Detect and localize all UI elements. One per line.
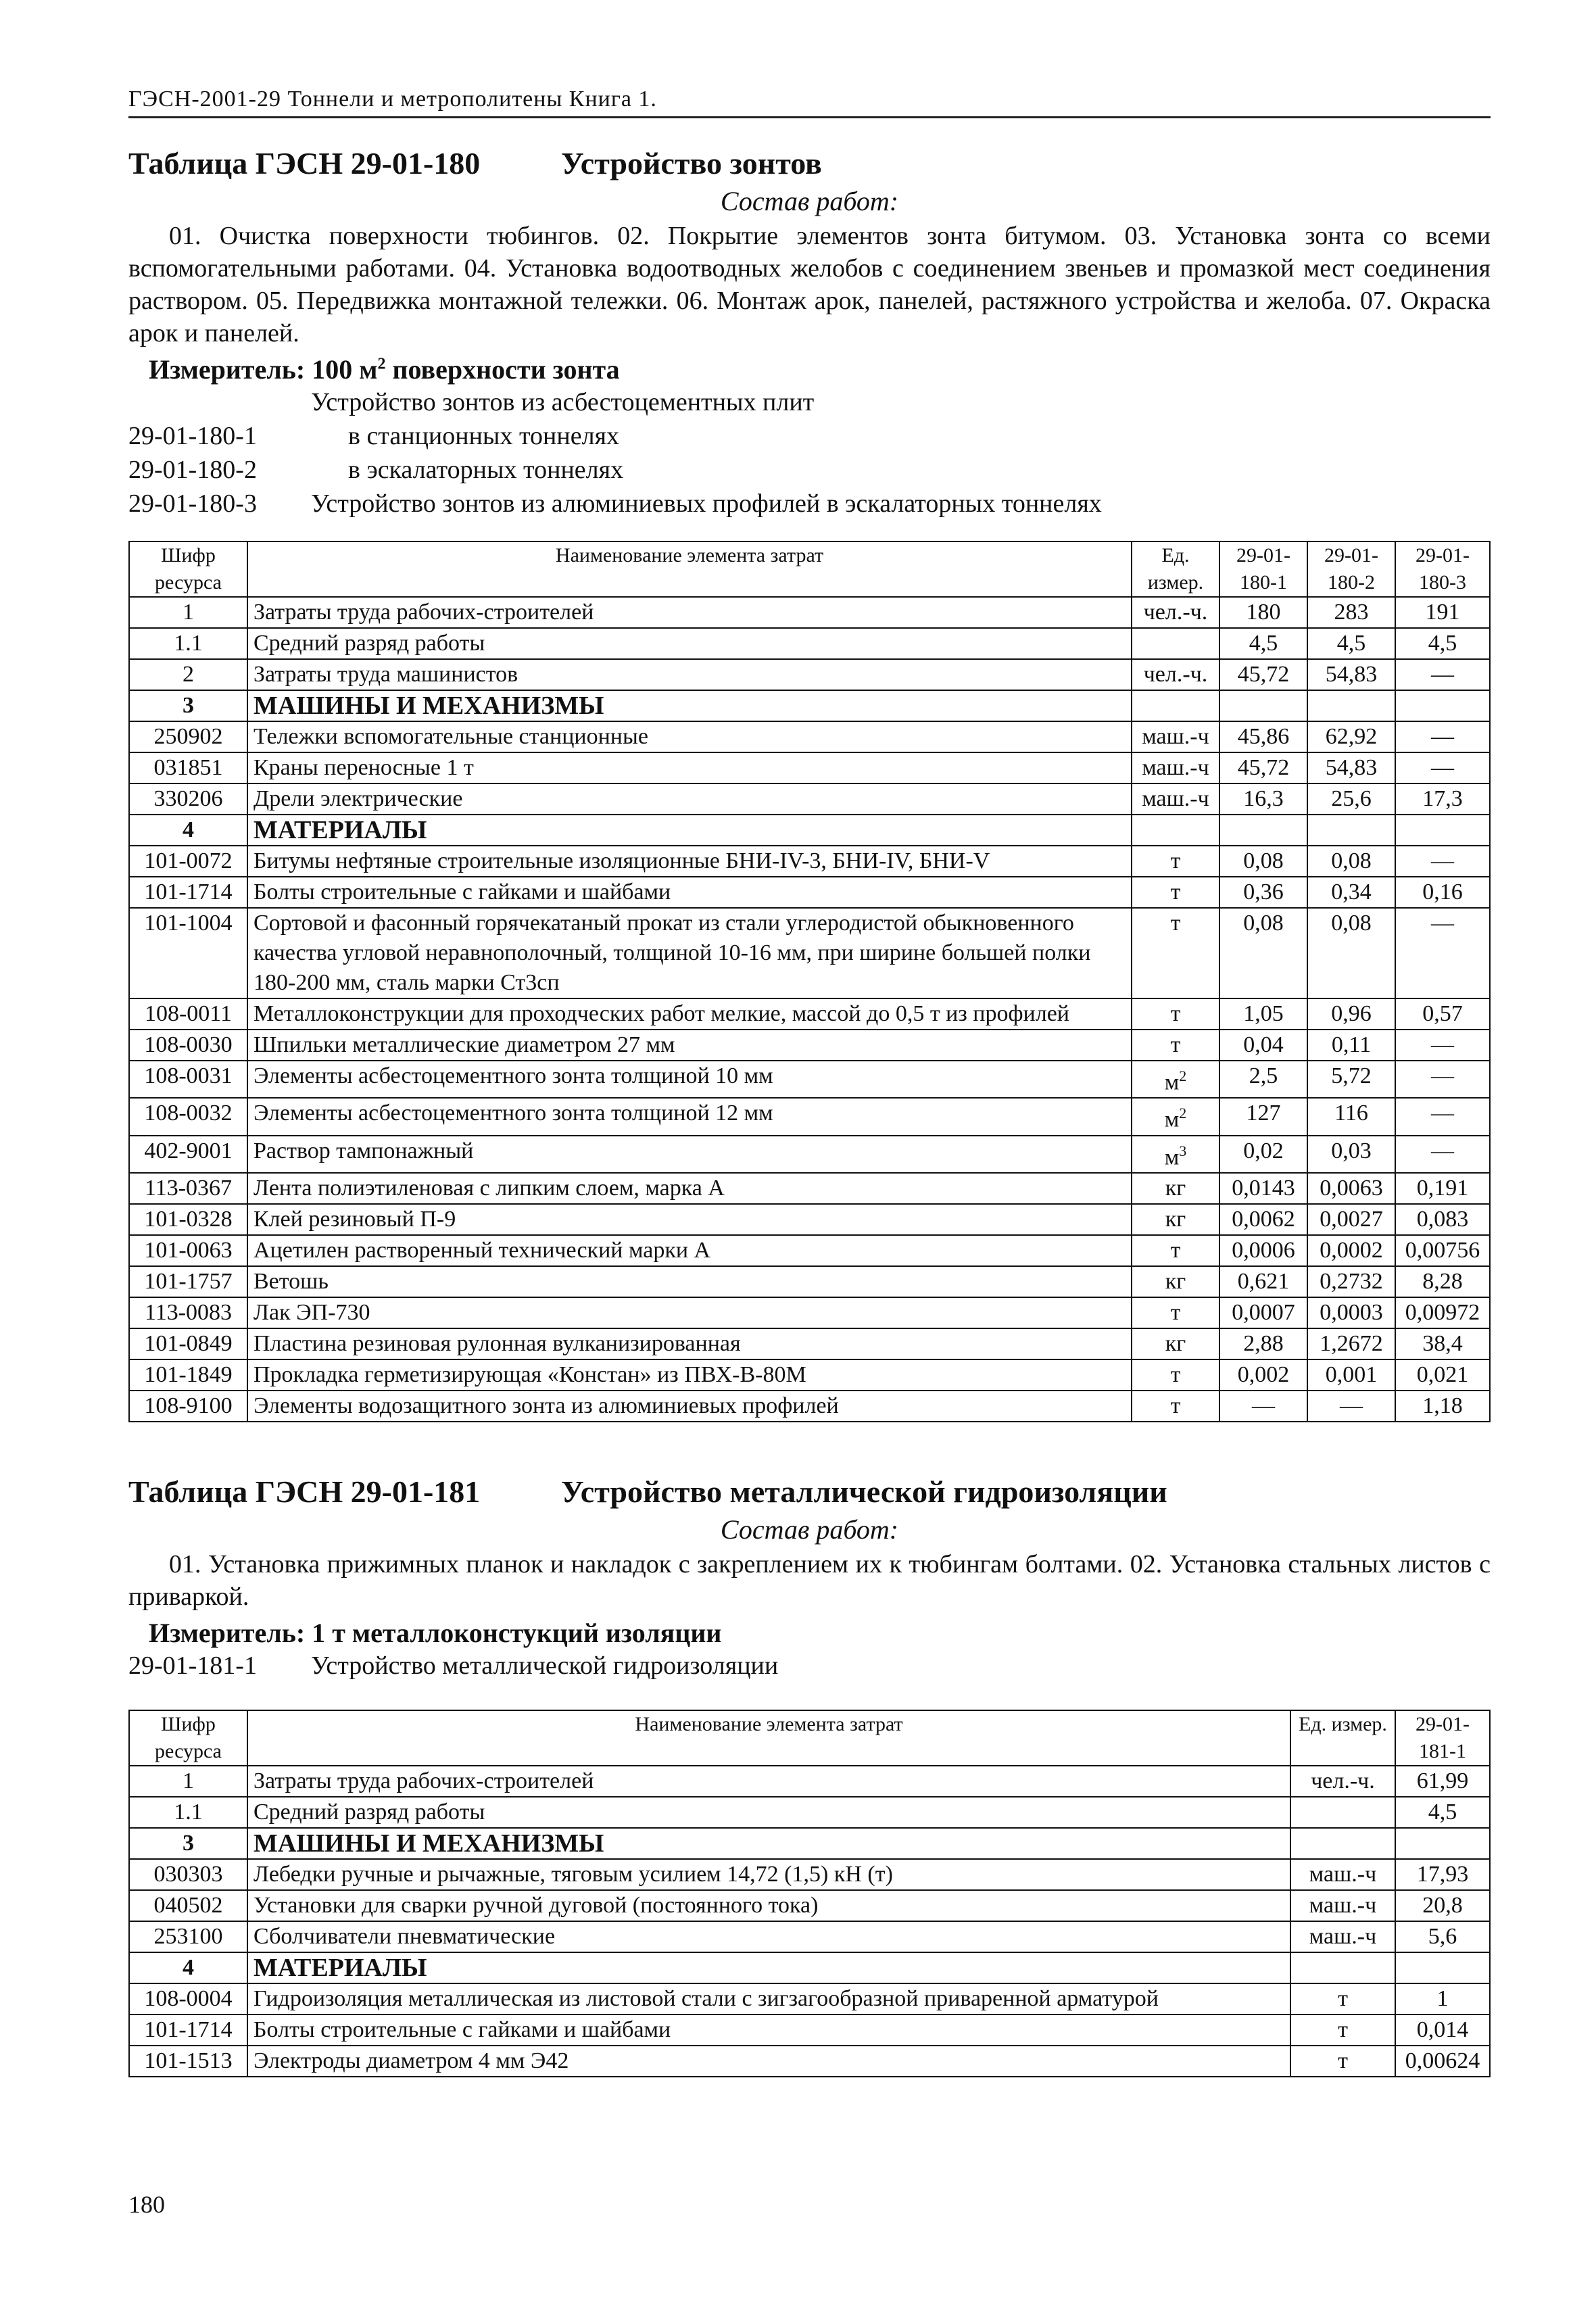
cell-name: Пластина резиновая рулонная вулканизированная bbox=[247, 1328, 1132, 1359]
category-row bbox=[129, 815, 1490, 846]
cell-value: 0,08 bbox=[1307, 846, 1395, 877]
cell-code: 1 bbox=[129, 597, 247, 628]
cell-value: 0,0003 bbox=[1307, 1297, 1395, 1328]
variant-code: 29-01-180-3 bbox=[128, 489, 257, 518]
cell-value: 0,57 bbox=[1395, 998, 1490, 1030]
cell-value: 0,00624 bbox=[1395, 2046, 1490, 2077]
column-header-code: Шифр ресурса bbox=[129, 541, 247, 597]
cell-value: 20,8 bbox=[1395, 1890, 1490, 1921]
cell-unit: т bbox=[1290, 2015, 1395, 2046]
cell-value: 1,05 bbox=[1219, 998, 1307, 1030]
column-header-norm: 29-01-180-3 bbox=[1395, 541, 1490, 597]
cell-unit bbox=[1290, 1797, 1395, 1828]
resource-table bbox=[128, 1710, 1491, 2077]
cell-value: 0,0007 bbox=[1219, 1297, 1307, 1328]
cell-value: 0,08 bbox=[1219, 908, 1307, 998]
column-header-unit: Ед. измер. bbox=[1290, 1710, 1395, 1766]
cell-code: 108-0032 bbox=[129, 1098, 247, 1135]
table-row bbox=[129, 1890, 1490, 1921]
cell-unit: чел.-ч. bbox=[1290, 1766, 1395, 1797]
cell-value bbox=[1219, 690, 1307, 721]
table-row bbox=[129, 1030, 1490, 1061]
cell-name: Шпильки металлические диаметром 27 мм bbox=[247, 1030, 1132, 1061]
cell-value: 45,72 bbox=[1219, 752, 1307, 783]
column-header-name: Наименование элемента затрат bbox=[247, 541, 1132, 597]
cell-value: 61,99 bbox=[1395, 1766, 1490, 1797]
cell-value: 0,0027 bbox=[1307, 1204, 1395, 1235]
cell-code: 4 bbox=[129, 1952, 247, 1983]
cell-unit: кг bbox=[1132, 1173, 1219, 1204]
cell-name: Затраты труда рабочих-строителей bbox=[247, 1766, 1290, 1797]
table-row bbox=[129, 1061, 1490, 1098]
cell-name: Установки для сварки ручной дуговой (постоянного тока) bbox=[247, 1890, 1290, 1921]
cell-unit: т bbox=[1132, 1297, 1219, 1328]
cell-value: 25,6 bbox=[1307, 783, 1395, 815]
cell-value bbox=[1307, 815, 1395, 846]
variant-row bbox=[128, 385, 1491, 419]
cell-value: 0,00756 bbox=[1395, 1235, 1490, 1266]
cell-value bbox=[1395, 690, 1490, 721]
cell-code: 101-1849 bbox=[129, 1359, 247, 1391]
category-row bbox=[129, 1828, 1490, 1859]
cell-value: 17,3 bbox=[1395, 783, 1490, 815]
cell-unit: $м^3$ bbox=[1132, 1136, 1219, 1173]
cell-value: 0,02 bbox=[1219, 1136, 1307, 1173]
table-title bbox=[128, 1474, 1491, 1510]
cell-name: Ацетилен растворенный технический марки А bbox=[247, 1235, 1132, 1266]
cell-unit: маш.-ч bbox=[1132, 783, 1219, 815]
cell-category: МАТЕРИАЛЫ bbox=[247, 815, 1132, 846]
cell-unit: чел.-ч. bbox=[1132, 597, 1219, 628]
cell-name: Болты строительные с гайками и шайбами bbox=[247, 2015, 1290, 2046]
cell-name: Дрели электрические bbox=[247, 783, 1132, 815]
table-row bbox=[129, 1921, 1490, 1952]
cell-code: 101-0849 bbox=[129, 1328, 247, 1359]
table-row bbox=[129, 1266, 1490, 1297]
cell-unit: маш.-ч bbox=[1290, 1921, 1395, 1952]
meter-line bbox=[128, 1617, 1491, 1649]
cell-value: 283 bbox=[1307, 597, 1395, 628]
cell-value: 0,621 bbox=[1219, 1266, 1307, 1297]
variants-list bbox=[128, 1649, 1491, 1683]
cell-unit: т bbox=[1132, 877, 1219, 908]
table-number: Таблица ГЭСН 29-01-181 bbox=[128, 1474, 481, 1509]
meter-prefix: Измеритель: 1 т металлоконстукций изоляции bbox=[149, 1618, 722, 1648]
variant-row bbox=[128, 419, 1491, 453]
cell-unit: т bbox=[1132, 998, 1219, 1030]
table-row bbox=[129, 597, 1490, 628]
table-row bbox=[129, 1204, 1490, 1235]
cell-name: Элементы асбестоцементного зонта толщиной 12 мм bbox=[247, 1098, 1132, 1135]
cell-value: 0,36 bbox=[1219, 877, 1307, 908]
cell-value bbox=[1307, 690, 1395, 721]
cell-value: 191 bbox=[1395, 597, 1490, 628]
variant-row bbox=[128, 487, 1491, 521]
category-row bbox=[129, 1952, 1490, 1983]
cell-code: 101-1714 bbox=[129, 877, 247, 908]
cell-unit: т bbox=[1132, 1030, 1219, 1061]
cell-unit bbox=[1132, 628, 1219, 659]
unit-sup: 3 bbox=[1179, 1142, 1187, 1159]
cell-value: 0,0002 bbox=[1307, 1235, 1395, 1266]
cell-value: 0,083 bbox=[1395, 1204, 1490, 1235]
table-row bbox=[129, 1766, 1490, 1797]
cell-unit: кг bbox=[1132, 1266, 1219, 1297]
cell-unit bbox=[1290, 1828, 1395, 1859]
table-row bbox=[129, 908, 1490, 998]
cell-value: — bbox=[1395, 1030, 1490, 1061]
cell-value: 0,002 bbox=[1219, 1359, 1307, 1391]
variant-text: Устройство зонтов из алюминиевых профилей в эскалаторных тоннелях bbox=[311, 489, 1102, 518]
cell-code: 101-1757 bbox=[129, 1266, 247, 1297]
variant-text: Устройство зонтов из асбестоцементных плит bbox=[311, 388, 815, 416]
table-row bbox=[129, 1173, 1490, 1204]
work-description: 01. Установка прижимных планок и накладок с закреплением их к тюбингам болтами. 02. Установка стальных листов с приваркой. bbox=[128, 1550, 1491, 1611]
cell-name: Сортовой и фасонный горячекатаный прокат из стали углеродистой обыкновенного качества угловой неравнополочный, толщиной 10-16 мм, при ширине большей полки 180-200 мм, сталь марки Ст3сп bbox=[247, 908, 1132, 998]
cell-code: 402-9001 bbox=[129, 1136, 247, 1173]
table-row bbox=[129, 1983, 1490, 2015]
cell-unit: маш.-ч bbox=[1132, 752, 1219, 783]
table-row bbox=[129, 628, 1490, 659]
cell-unit: т bbox=[1132, 908, 1219, 998]
cell-name: Металлоконструкции для проходческих работ мелкие, массой до 0,5 т из профилей bbox=[247, 998, 1132, 1030]
cell-unit: $м^2$ bbox=[1132, 1061, 1219, 1098]
resource-table bbox=[128, 541, 1491, 1422]
variant-text: в станционных тоннелях bbox=[348, 422, 620, 450]
cell-category: МАШИНЫ И МЕХАНИЗМЫ bbox=[247, 1828, 1290, 1859]
cell-code: 253100 bbox=[129, 1921, 247, 1952]
cell-code: 108-0030 bbox=[129, 1030, 247, 1061]
cell-value: 2,5 bbox=[1219, 1061, 1307, 1098]
cell-name: Лебедки ручные и рычажные, тяговым усилием 14,72 (1,5) кН (т) bbox=[247, 1859, 1290, 1890]
cell-name: Затраты труда рабочих-строителей bbox=[247, 597, 1132, 628]
cell-value: 17,93 bbox=[1395, 1859, 1490, 1890]
cell-code: 2 bbox=[129, 659, 247, 690]
cell-value: 0,00972 bbox=[1395, 1297, 1490, 1328]
cell-value: 127 bbox=[1219, 1098, 1307, 1135]
column-header-norm: 29-01-181-1 bbox=[1395, 1710, 1490, 1766]
cell-code: 3 bbox=[129, 1828, 247, 1859]
cell-code: 101-1004 bbox=[129, 908, 247, 998]
cell-value: 0,08 bbox=[1219, 846, 1307, 877]
header-row bbox=[129, 1710, 1490, 1766]
meter-prefix: Измеритель: 100 м bbox=[149, 354, 378, 385]
table-row bbox=[129, 1136, 1490, 1173]
cell-code: 108-9100 bbox=[129, 1391, 247, 1422]
cell-name: Элементы асбестоцементного зонта толщиной 10 мм bbox=[247, 1061, 1132, 1098]
table-row bbox=[129, 2015, 1490, 2046]
cell-code: 1.1 bbox=[129, 1797, 247, 1828]
column-header-unit: Ед. измер. bbox=[1132, 541, 1219, 597]
cell-code: 330206 bbox=[129, 783, 247, 815]
cell-value: 0,021 bbox=[1395, 1359, 1490, 1391]
table-row bbox=[129, 1235, 1490, 1266]
cell-value: — bbox=[1395, 846, 1490, 877]
variants-list bbox=[128, 385, 1491, 521]
cell-code: 113-0367 bbox=[129, 1173, 247, 1204]
cell-code: 040502 bbox=[129, 1890, 247, 1921]
cell-value: 0,0006 bbox=[1219, 1235, 1307, 1266]
table-section-29-01-180 bbox=[128, 145, 1491, 1422]
cell-name: Прокладка герметизирующая «Констан» из ПВХ-В-80М bbox=[247, 1359, 1132, 1391]
unit-sup: 2 bbox=[1179, 1105, 1187, 1122]
cell-name: Битумы нефтяные строительные изоляционные БНИ-IV-3, БНИ-IV, БНИ-V bbox=[247, 846, 1132, 877]
variant-row bbox=[128, 453, 1491, 487]
cell-category: МАТЕРИАЛЫ bbox=[247, 1952, 1290, 1983]
cell-name: Лента полиэтиленовая с липким слоем, марка А bbox=[247, 1173, 1132, 1204]
cell-name: Раствор тампонажный bbox=[247, 1136, 1132, 1173]
cell-unit: т bbox=[1132, 846, 1219, 877]
cell-name: Болты строительные с гайками и шайбами bbox=[247, 877, 1132, 908]
cell-value: 0,96 bbox=[1307, 998, 1395, 1030]
cell-code: 101-0328 bbox=[129, 1204, 247, 1235]
table-row bbox=[129, 2046, 1490, 2077]
cell-code: 030303 bbox=[129, 1859, 247, 1890]
cell-value: 5,72 bbox=[1307, 1061, 1395, 1098]
cell-value: 0,2732 bbox=[1307, 1266, 1395, 1297]
cell-value: 1 bbox=[1395, 1983, 1490, 2015]
cell-value: — bbox=[1395, 659, 1490, 690]
cell-value: 1,18 bbox=[1395, 1391, 1490, 1422]
cell-unit: т bbox=[1132, 1391, 1219, 1422]
cell-code: 1.1 bbox=[129, 628, 247, 659]
cell-name: Элементы водозащитного зонта из алюминиевых профилей bbox=[247, 1391, 1132, 1422]
cell-value: — bbox=[1395, 752, 1490, 783]
cell-value: 4,5 bbox=[1219, 628, 1307, 659]
cell-value: — bbox=[1395, 1136, 1490, 1173]
cell-name: Средний разряд работы bbox=[247, 1797, 1290, 1828]
running-head: ГЭСН-2001-29 Тоннели и метрополитены Книга 1. bbox=[128, 87, 1491, 118]
cell-unit: т bbox=[1132, 1235, 1219, 1266]
cell-unit: маш.-ч bbox=[1290, 1890, 1395, 1921]
cell-value: 54,83 bbox=[1307, 659, 1395, 690]
table-row bbox=[129, 1297, 1490, 1328]
variant-code: 29-01-180-2 bbox=[128, 456, 257, 484]
variant-code: 29-01-180-1 bbox=[128, 422, 257, 450]
page-number: 180 bbox=[128, 2191, 165, 2218]
cell-code: 108-0004 bbox=[129, 1983, 247, 2015]
cell-value: 0,03 bbox=[1307, 1136, 1395, 1173]
table-section-29-01-181 bbox=[128, 1474, 1491, 2077]
table-row bbox=[129, 1098, 1490, 1135]
cell-unit: т bbox=[1132, 1359, 1219, 1391]
cell-name: Электроды диаметром 4 мм Э42 bbox=[247, 2046, 1290, 2077]
table-row bbox=[129, 846, 1490, 877]
cell-value: 5,6 bbox=[1395, 1921, 1490, 1952]
column-header-code: Шифр ресурса bbox=[129, 1710, 247, 1766]
variant-code: 29-01-181-1 bbox=[128, 1651, 257, 1680]
work-heading: Состав работ: bbox=[720, 1514, 899, 1545]
cell-value: — bbox=[1219, 1391, 1307, 1422]
cell-value: 45,86 bbox=[1219, 721, 1307, 752]
table-row bbox=[129, 1797, 1490, 1828]
cell-value: 38,4 bbox=[1395, 1328, 1490, 1359]
meter-suffix: поверхности зонта bbox=[385, 354, 620, 385]
cell-value: 180 bbox=[1219, 597, 1307, 628]
variant-code bbox=[128, 385, 311, 419]
cell-code: 108-0031 bbox=[129, 1061, 247, 1098]
cell-code: 101-1513 bbox=[129, 2046, 247, 2077]
cell-value: 0,34 bbox=[1307, 877, 1395, 908]
cell-unit bbox=[1290, 1952, 1395, 1983]
cell-code: 1 bbox=[129, 1766, 247, 1797]
cell-unit: чел.-ч. bbox=[1132, 659, 1219, 690]
variant-text: в эскалаторных тоннелях bbox=[348, 456, 624, 484]
meter-line bbox=[128, 354, 1491, 385]
cell-name: Краны переносные 1 т bbox=[247, 752, 1132, 783]
cell-value: 2,88 bbox=[1219, 1328, 1307, 1359]
cell-code: 4 bbox=[129, 815, 247, 846]
cell-value bbox=[1395, 1828, 1490, 1859]
cell-value: — bbox=[1307, 1391, 1395, 1422]
cell-name: Лак ЭП-730 bbox=[247, 1297, 1132, 1328]
cell-value: 0,08 bbox=[1307, 908, 1395, 998]
cell-value bbox=[1395, 815, 1490, 846]
cell-code: 101-0072 bbox=[129, 846, 247, 877]
cell-value: 0,0062 bbox=[1219, 1204, 1307, 1235]
cell-value: 8,28 bbox=[1395, 1266, 1490, 1297]
cell-unit: кг bbox=[1132, 1204, 1219, 1235]
table-row bbox=[129, 1328, 1490, 1359]
cell-value: 0,16 bbox=[1395, 877, 1490, 908]
cell-code: 250902 bbox=[129, 721, 247, 752]
cell-value bbox=[1219, 815, 1307, 846]
variant-row bbox=[128, 1649, 1491, 1683]
table-row bbox=[129, 998, 1490, 1030]
cell-name: Сболчиватели пневматические bbox=[247, 1921, 1290, 1952]
meter-sup: 2 bbox=[377, 355, 386, 373]
cell-value: 4,5 bbox=[1307, 628, 1395, 659]
cell-value: 62,92 bbox=[1307, 721, 1395, 752]
cell-unit: $м^2$ bbox=[1132, 1098, 1219, 1135]
cell-value: — bbox=[1395, 908, 1490, 998]
cell-code: 031851 bbox=[129, 752, 247, 783]
cell-unit: кг bbox=[1132, 1328, 1219, 1359]
table-row bbox=[129, 1859, 1490, 1890]
cell-value: 0,11 bbox=[1307, 1030, 1395, 1061]
table-number: Таблица ГЭСН 29-01-180 bbox=[128, 146, 481, 180]
cell-value: 54,83 bbox=[1307, 752, 1395, 783]
cell-name: Затраты труда машинистов bbox=[247, 659, 1132, 690]
variant-text: Устройство металлической гидроизоляции bbox=[311, 1651, 779, 1680]
column-header-norm: 29-01-180-1 bbox=[1219, 541, 1307, 597]
cell-value: — bbox=[1395, 1061, 1490, 1098]
cell-value: 1,2672 bbox=[1307, 1328, 1395, 1359]
cell-unit bbox=[1132, 815, 1219, 846]
cell-value: 0,04 bbox=[1219, 1030, 1307, 1061]
table-row bbox=[129, 721, 1490, 752]
cell-value: 0,001 bbox=[1307, 1359, 1395, 1391]
work-description: 01. Очистка поверхности тюбингов. 02. Покрытие элементов зонта битумом. 03. Установка зонта со всеми вспомогательными работами. 04. Установка водоотводных желобов с соединением звеньев и промазкой мест соединения раствором. 05. Передвижка монтажной тележки. 06. Монтаж арок, панелей, растяжного устройства и желоба. 07. Окраска арок и панелей. bbox=[128, 222, 1491, 347]
table-row bbox=[129, 752, 1490, 783]
cell-code: 3 bbox=[129, 690, 247, 721]
cell-name: Клей резиновый П-9 bbox=[247, 1204, 1132, 1235]
cell-category: МАШИНЫ И МЕХАНИЗМЫ bbox=[247, 690, 1132, 721]
table-row bbox=[129, 1391, 1490, 1422]
column-header-name: Наименование элемента затрат bbox=[247, 1710, 1290, 1766]
cell-unit: т bbox=[1290, 1983, 1395, 2015]
category-row bbox=[129, 690, 1490, 721]
table-row bbox=[129, 1359, 1490, 1391]
table-name: Устройство металлической гидроизоляции bbox=[561, 1474, 1167, 1509]
table-row bbox=[129, 659, 1490, 690]
cell-value: 0,0143 bbox=[1219, 1173, 1307, 1204]
cell-value: 0,191 bbox=[1395, 1173, 1490, 1204]
cell-value: 45,72 bbox=[1219, 659, 1307, 690]
cell-value bbox=[1395, 1952, 1490, 1983]
cell-unit bbox=[1132, 690, 1219, 721]
cell-unit: маш.-ч bbox=[1132, 721, 1219, 752]
cell-code: 101-1714 bbox=[129, 2015, 247, 2046]
cell-code: 101-0063 bbox=[129, 1235, 247, 1266]
cell-value: 116 bbox=[1307, 1098, 1395, 1135]
cell-value: 0,0063 bbox=[1307, 1173, 1395, 1204]
cell-name: Средний разряд работы bbox=[247, 628, 1132, 659]
cell-value: 4,5 bbox=[1395, 628, 1490, 659]
cell-value: 4,5 bbox=[1395, 1797, 1490, 1828]
table-title bbox=[128, 145, 1491, 181]
cell-value: 16,3 bbox=[1219, 783, 1307, 815]
cell-value: — bbox=[1395, 1098, 1490, 1135]
table-row bbox=[129, 783, 1490, 815]
unit-sup: 2 bbox=[1179, 1067, 1187, 1084]
cell-value: — bbox=[1395, 721, 1490, 752]
table-name: Устройство зонтов bbox=[561, 146, 822, 180]
cell-name: Гидроизоляция металлическая из листовой стали с зигзагообразной приваренной арматурой bbox=[247, 1983, 1290, 2015]
cell-name: Ветошь bbox=[247, 1266, 1132, 1297]
cell-value: 0,014 bbox=[1395, 2015, 1490, 2046]
cell-unit: маш.-ч bbox=[1290, 1859, 1395, 1890]
column-header-norm: 29-01-180-2 bbox=[1307, 541, 1395, 597]
cell-code: 113-0083 bbox=[129, 1297, 247, 1328]
cell-name: Тележки вспомогательные станционные bbox=[247, 721, 1132, 752]
cell-unit: т bbox=[1290, 2046, 1395, 2077]
work-heading: Состав работ: bbox=[720, 186, 899, 216]
table-row bbox=[129, 877, 1490, 908]
header-row bbox=[129, 541, 1490, 597]
cell-code: 108-0011 bbox=[129, 998, 247, 1030]
